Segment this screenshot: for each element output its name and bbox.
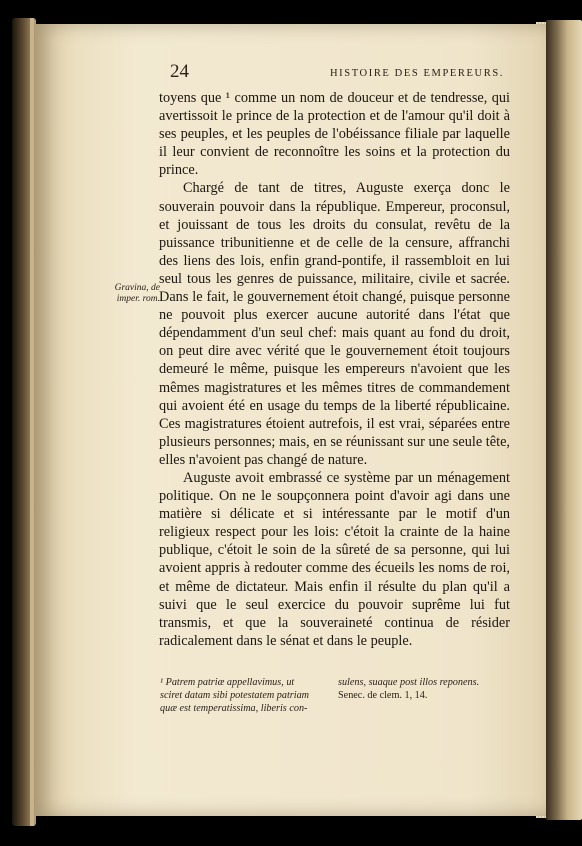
book-spine	[12, 18, 36, 826]
paragraph: Chargé de tant de titres, Auguste exerça donc le souverain pouvoir dans la république. Empereur, proconsul, et jouissant de tous les droits du consulat, revêtu de la puissance tribunitienne et de celle de la censure, affranchi des liens des lois, enfin grand-pontife, il rassembloit en lui seul tous les genres de puissance, militaire, civile et sacrée. Dans le fait, le gouvernement étoit changé, puisque personne ne pouvoit plus exercer aucune autorité dans l'état que dépendamment d'un seul chef: mais quant au fond du droit, on peut dire avec vérité que le gouvernement étoit toujours demeuré le même, puisque les empereurs n'avoient que les mêmes magistratures et les mêmes titres de commandement qui avoient été en usage du temps de la liberté républicaine. Ces magistratures étoient autrefois, il est vrai, séparées entre plusieurs personnes; mais, en se réunissant sur une seule tête, elles n'avoient pas changé de nature.	[159, 180, 510, 468]
footnote-line: sulens, suaque post illos reponens.	[338, 677, 480, 688]
footnote-line: quæ est temperatissima, liberis con-	[160, 703, 308, 714]
margin-note-line: Gravina, de	[114, 283, 160, 293]
paragraph: Auguste avoit embrassé ce système par un ménagement politique. On ne le soupçonnera point d'avoir agi dans une matière si délicate et si intéressante par le motif d'un religieux respect pour les lois: c'étoit la crainte de la haine publique, c'étoit le soin de la sûreté de sa personne, qui lui avoient appris à redouter comme des écueils les noms de roi, et même de dictateur. Mais enfin il résulte du plan qu'il a suivi que le seul exercice du pouvoir suprême lui fut transmis, et que la souveraineté continua de résider radicalement dans le sénat et dans le peuple.	[159, 469, 510, 649]
margin-note-line: imper. rom.	[116, 294, 160, 304]
footnote-left-column	[160, 676, 330, 715]
page-header	[170, 61, 504, 85]
body-text	[159, 89, 510, 650]
footnote-line: sciret datam sibi potestatem patriam	[160, 690, 310, 701]
footnote-citation: Senec. de clem. 1, 14.	[338, 690, 428, 701]
book-cover-edge	[546, 20, 582, 820]
paragraph: toyens que ¹ comme un nom de douceur et de tendresse, qui avertissoit le prince de la protection et de l'amour qu'il doit à ses peuples, et les peuples de l'obéissance filiale par laquelle il leur convient de reconnoître les soins et la protection du prince.	[159, 90, 510, 179]
footnote-right-column	[338, 676, 508, 715]
running-title: HISTOIRE DES EMPEREURS.	[330, 68, 504, 79]
footnote-line: ¹ Patrem patriæ appellavimus, ut	[160, 677, 295, 688]
page-number: 24	[170, 61, 189, 82]
footnotes	[160, 676, 508, 715]
margin-note	[92, 283, 160, 305]
